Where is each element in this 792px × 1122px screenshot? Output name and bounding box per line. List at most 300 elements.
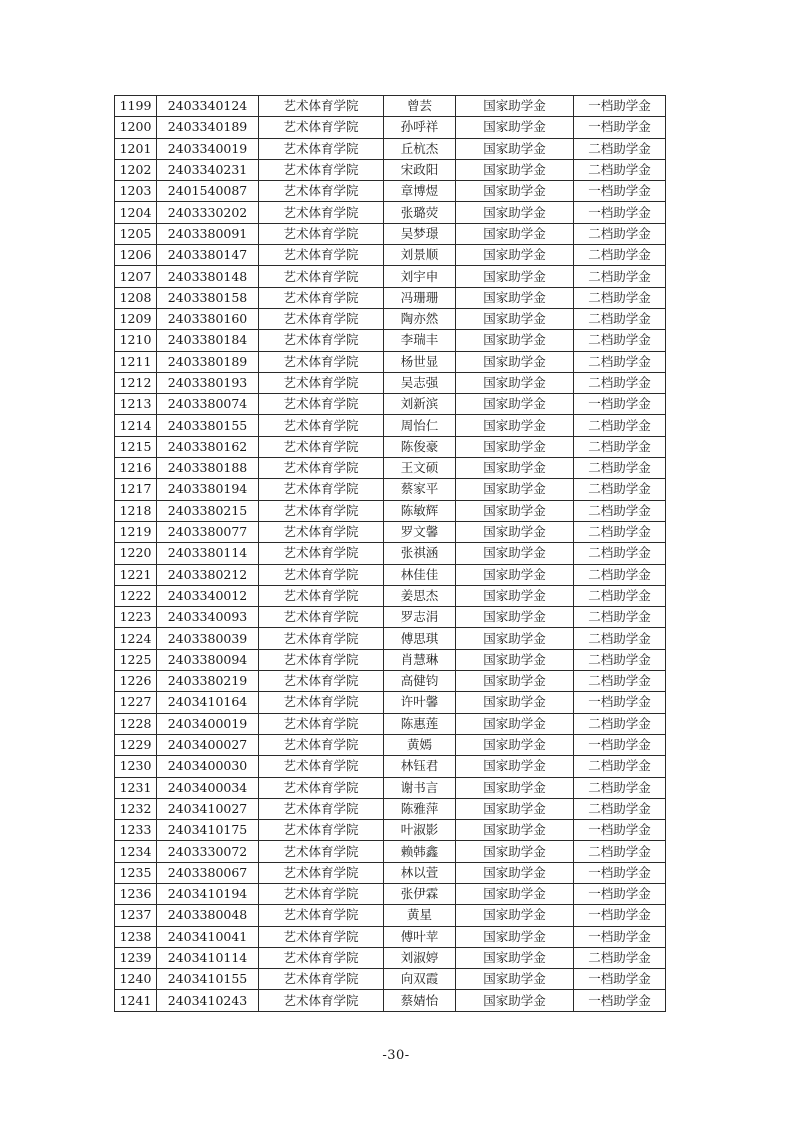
student-name-cell: 陈雅萍 — [384, 798, 456, 819]
student-id-cell: 2403410114 — [157, 947, 259, 968]
row-index-cell: 1228 — [115, 713, 157, 734]
table-row — [115, 436, 666, 457]
table-body — [115, 96, 666, 1012]
student-id-cell: 2403380215 — [157, 500, 259, 521]
student-id-cell: 2403380114 — [157, 543, 259, 564]
grant-level-cell: 二档助学金 — [574, 671, 666, 692]
student-id-cell: 2403340189 — [157, 117, 259, 138]
row-index-cell: 1213 — [115, 394, 157, 415]
student-name-cell: 肖慧琳 — [384, 649, 456, 670]
student-name-cell: 曾芸 — [384, 96, 456, 117]
table-row — [115, 245, 666, 266]
row-index-cell: 1223 — [115, 607, 157, 628]
table-row — [115, 713, 666, 734]
student-name-cell: 蔡家平 — [384, 479, 456, 500]
table-row — [115, 862, 666, 883]
college-name-cell: 艺术体育学院 — [259, 181, 384, 202]
college-name-cell: 艺术体育学院 — [259, 692, 384, 713]
grant-level-cell: 二档助学金 — [574, 436, 666, 457]
student-id-cell: 2403380193 — [157, 372, 259, 393]
college-name-cell: 艺术体育学院 — [259, 372, 384, 393]
college-name-cell: 艺术体育学院 — [259, 947, 384, 968]
grant-level-cell: 一档助学金 — [574, 96, 666, 117]
table-row — [115, 585, 666, 606]
grant-type-cell: 国家助学金 — [456, 969, 574, 990]
grant-level-cell: 二档助学金 — [574, 713, 666, 734]
student-id-cell: 2403380212 — [157, 564, 259, 585]
college-name-cell: 艺术体育学院 — [259, 990, 384, 1011]
student-id-cell: 2403340019 — [157, 138, 259, 159]
table-row — [115, 692, 666, 713]
table-row — [115, 394, 666, 415]
row-index-cell: 1207 — [115, 266, 157, 287]
grant-type-cell: 国家助学金 — [456, 436, 574, 457]
student-id-cell: 2403380188 — [157, 458, 259, 479]
college-name-cell: 艺术体育学院 — [259, 96, 384, 117]
student-name-cell: 林以萱 — [384, 862, 456, 883]
college-name-cell: 艺术体育学院 — [259, 543, 384, 564]
college-name-cell: 艺术体育学院 — [259, 287, 384, 308]
college-name-cell: 艺术体育学院 — [259, 777, 384, 798]
row-index-cell: 1209 — [115, 308, 157, 329]
grant-level-cell: 二档助学金 — [574, 585, 666, 606]
row-index-cell: 1212 — [115, 372, 157, 393]
table-row — [115, 671, 666, 692]
grant-type-cell: 国家助学金 — [456, 777, 574, 798]
student-name-cell: 蔡婧怡 — [384, 990, 456, 1011]
grant-type-cell: 国家助学金 — [456, 245, 574, 266]
row-index-cell: 1239 — [115, 947, 157, 968]
table-row — [115, 202, 666, 223]
student-id-cell: 2403410027 — [157, 798, 259, 819]
row-index-cell: 1226 — [115, 671, 157, 692]
student-id-cell: 2403380091 — [157, 223, 259, 244]
grant-level-cell: 二档助学金 — [574, 521, 666, 542]
grant-level-cell: 二档助学金 — [574, 351, 666, 372]
grant-level-cell: 二档助学金 — [574, 564, 666, 585]
row-index-cell: 1200 — [115, 117, 157, 138]
student-name-cell: 周怡仁 — [384, 415, 456, 436]
student-name-cell: 罗文馨 — [384, 521, 456, 542]
student-id-cell: 2403380094 — [157, 649, 259, 670]
student-id-cell: 2403380219 — [157, 671, 259, 692]
row-index-cell: 1205 — [115, 223, 157, 244]
grant-level-cell: 二档助学金 — [574, 223, 666, 244]
student-name-cell: 张祺涵 — [384, 543, 456, 564]
row-index-cell: 1237 — [115, 905, 157, 926]
page-number: -30- — [382, 1048, 410, 1063]
row-index-cell: 1225 — [115, 649, 157, 670]
grant-type-cell: 国家助学金 — [456, 713, 574, 734]
student-name-cell: 宋政阳 — [384, 159, 456, 180]
grant-type-cell: 国家助学金 — [456, 159, 574, 180]
student-id-cell: 2403340093 — [157, 607, 259, 628]
table-row — [115, 223, 666, 244]
student-name-cell: 傅叶苹 — [384, 926, 456, 947]
student-name-cell: 孙呼祥 — [384, 117, 456, 138]
grant-type-cell: 国家助学金 — [456, 671, 574, 692]
grant-recipient-table — [114, 95, 666, 1012]
student-id-cell: 2403410155 — [157, 969, 259, 990]
student-id-cell: 2403380194 — [157, 479, 259, 500]
grant-type-cell: 国家助学金 — [456, 734, 574, 755]
student-id-cell: 2403380184 — [157, 330, 259, 351]
student-id-cell: 2403400034 — [157, 777, 259, 798]
student-name-cell: 陈敏辉 — [384, 500, 456, 521]
college-name-cell: 艺术体育学院 — [259, 394, 384, 415]
grant-type-cell: 国家助学金 — [456, 628, 574, 649]
row-index-cell: 1201 — [115, 138, 157, 159]
student-name-cell: 高健钧 — [384, 671, 456, 692]
table-row — [115, 734, 666, 755]
student-name-cell: 赖韩鑫 — [384, 841, 456, 862]
student-id-cell: 2403380074 — [157, 394, 259, 415]
row-index-cell: 1224 — [115, 628, 157, 649]
student-id-cell: 2403410175 — [157, 820, 259, 841]
row-index-cell: 1206 — [115, 245, 157, 266]
row-index-cell: 1219 — [115, 521, 157, 542]
college-name-cell: 艺术体育学院 — [259, 266, 384, 287]
student-id-cell: 2403380155 — [157, 415, 259, 436]
college-name-cell: 艺术体育学院 — [259, 564, 384, 585]
student-name-cell: 叶淑影 — [384, 820, 456, 841]
table-row — [115, 117, 666, 138]
student-id-cell: 2403380158 — [157, 287, 259, 308]
student-name-cell: 杨世显 — [384, 351, 456, 372]
student-name-cell: 许叶馨 — [384, 692, 456, 713]
grant-type-cell: 国家助学金 — [456, 990, 574, 1011]
grant-level-cell: 一档助学金 — [574, 969, 666, 990]
row-index-cell: 1199 — [115, 96, 157, 117]
row-index-cell: 1216 — [115, 458, 157, 479]
grant-type-cell: 国家助学金 — [456, 926, 574, 947]
student-id-cell: 2403410164 — [157, 692, 259, 713]
student-id-cell: 2403330202 — [157, 202, 259, 223]
student-name-cell: 林钰君 — [384, 756, 456, 777]
student-name-cell: 李瑞丰 — [384, 330, 456, 351]
student-id-cell: 2403400027 — [157, 734, 259, 755]
college-name-cell: 艺术体育学院 — [259, 649, 384, 670]
grant-type-cell: 国家助学金 — [456, 394, 574, 415]
student-name-cell: 陶亦然 — [384, 308, 456, 329]
college-name-cell: 艺术体育学院 — [259, 841, 384, 862]
row-index-cell: 1210 — [115, 330, 157, 351]
student-name-cell: 黄星 — [384, 905, 456, 926]
student-name-cell: 陈俊豪 — [384, 436, 456, 457]
table-row — [115, 266, 666, 287]
table-row — [115, 308, 666, 329]
grant-level-cell: 二档助学金 — [574, 415, 666, 436]
grant-level-cell: 二档助学金 — [574, 756, 666, 777]
student-name-cell: 张伊霖 — [384, 883, 456, 904]
college-name-cell: 艺术体育学院 — [259, 734, 384, 755]
college-name-cell: 艺术体育学院 — [259, 862, 384, 883]
grant-type-cell: 国家助学金 — [456, 287, 574, 308]
student-id-cell: 2403400019 — [157, 713, 259, 734]
grant-type-cell: 国家助学金 — [456, 585, 574, 606]
row-index-cell: 1229 — [115, 734, 157, 755]
grant-level-cell: 一档助学金 — [574, 883, 666, 904]
row-index-cell: 1222 — [115, 585, 157, 606]
table-row — [115, 96, 666, 117]
student-id-cell: 2403340124 — [157, 96, 259, 117]
grant-level-cell: 一档助学金 — [574, 990, 666, 1011]
grant-type-cell: 国家助学金 — [456, 351, 574, 372]
grant-level-cell: 二档助学金 — [574, 287, 666, 308]
college-name-cell: 艺术体育学院 — [259, 138, 384, 159]
college-name-cell: 艺术体育学院 — [259, 521, 384, 542]
student-name-cell: 章博煜 — [384, 181, 456, 202]
grant-type-cell: 国家助学金 — [456, 543, 574, 564]
row-index-cell: 1241 — [115, 990, 157, 1011]
row-index-cell: 1211 — [115, 351, 157, 372]
student-id-cell: 2403380048 — [157, 905, 259, 926]
grant-type-cell: 国家助学金 — [456, 372, 574, 393]
grant-type-cell: 国家助学金 — [456, 117, 574, 138]
college-name-cell: 艺术体育学院 — [259, 330, 384, 351]
student-name-cell: 黄嫣 — [384, 734, 456, 755]
grant-level-cell: 二档助学金 — [574, 777, 666, 798]
college-name-cell: 艺术体育学院 — [259, 671, 384, 692]
student-name-cell: 冯珊珊 — [384, 287, 456, 308]
grant-type-cell: 国家助学金 — [456, 138, 574, 159]
row-index-cell: 1227 — [115, 692, 157, 713]
grant-type-cell: 国家助学金 — [456, 564, 574, 585]
table-row — [115, 415, 666, 436]
student-id-cell: 2403400030 — [157, 756, 259, 777]
grant-type-cell: 国家助学金 — [456, 223, 574, 244]
grant-type-cell: 国家助学金 — [456, 692, 574, 713]
college-name-cell: 艺术体育学院 — [259, 883, 384, 904]
row-index-cell: 1208 — [115, 287, 157, 308]
grant-type-cell: 国家助学金 — [456, 905, 574, 926]
student-name-cell: 林佳佳 — [384, 564, 456, 585]
student-name-cell: 张璐荧 — [384, 202, 456, 223]
college-name-cell: 艺术体育学院 — [259, 436, 384, 457]
grant-level-cell: 一档助学金 — [574, 905, 666, 926]
college-name-cell: 艺术体育学院 — [259, 756, 384, 777]
row-index-cell: 1233 — [115, 820, 157, 841]
student-id-cell: 2403380160 — [157, 308, 259, 329]
grant-level-cell: 二档助学金 — [574, 841, 666, 862]
table-row — [115, 883, 666, 904]
college-name-cell: 艺术体育学院 — [259, 479, 384, 500]
grant-type-cell: 国家助学金 — [456, 820, 574, 841]
grant-level-cell: 二档助学金 — [574, 266, 666, 287]
student-id-cell: 2403380077 — [157, 521, 259, 542]
college-name-cell: 艺术体育学院 — [259, 713, 384, 734]
row-index-cell: 1202 — [115, 159, 157, 180]
grant-level-cell: 二档助学金 — [574, 308, 666, 329]
table-row — [115, 905, 666, 926]
student-id-cell: 2403380067 — [157, 862, 259, 883]
grant-type-cell: 国家助学金 — [456, 607, 574, 628]
grant-level-cell: 二档助学金 — [574, 500, 666, 521]
row-index-cell: 1240 — [115, 969, 157, 990]
grant-level-cell: 一档助学金 — [574, 820, 666, 841]
table-row — [115, 351, 666, 372]
grant-level-cell: 一档助学金 — [574, 862, 666, 883]
grant-level-cell: 二档助学金 — [574, 138, 666, 159]
grant-type-cell: 国家助学金 — [456, 947, 574, 968]
grant-level-cell: 一档助学金 — [574, 926, 666, 947]
student-name-cell: 刘新滨 — [384, 394, 456, 415]
table-row — [115, 607, 666, 628]
college-name-cell: 艺术体育学院 — [259, 351, 384, 372]
student-id-cell: 2403330072 — [157, 841, 259, 862]
student-name-cell: 谢书言 — [384, 777, 456, 798]
student-name-cell: 丘杭杰 — [384, 138, 456, 159]
row-index-cell: 1230 — [115, 756, 157, 777]
table-row — [115, 628, 666, 649]
college-name-cell: 艺术体育学院 — [259, 223, 384, 244]
student-name-cell: 吴志强 — [384, 372, 456, 393]
college-name-cell: 艺术体育学院 — [259, 159, 384, 180]
college-name-cell: 艺术体育学院 — [259, 820, 384, 841]
student-id-cell: 2403380147 — [157, 245, 259, 266]
table-row — [115, 479, 666, 500]
table-row — [115, 798, 666, 819]
table-row — [115, 372, 666, 393]
table-row — [115, 756, 666, 777]
table-row — [115, 287, 666, 308]
row-index-cell: 1204 — [115, 202, 157, 223]
grant-level-cell: 二档助学金 — [574, 947, 666, 968]
grant-level-cell: 一档助学金 — [574, 202, 666, 223]
student-id-cell: 2403380189 — [157, 351, 259, 372]
row-index-cell: 1234 — [115, 841, 157, 862]
grant-type-cell: 国家助学金 — [456, 521, 574, 542]
grant-level-cell: 二档助学金 — [574, 159, 666, 180]
grant-level-cell: 一档助学金 — [574, 394, 666, 415]
grant-type-cell: 国家助学金 — [456, 500, 574, 521]
student-name-cell: 刘淑婷 — [384, 947, 456, 968]
grant-type-cell: 国家助学金 — [456, 479, 574, 500]
grant-level-cell: 二档助学金 — [574, 649, 666, 670]
row-index-cell: 1238 — [115, 926, 157, 947]
grant-type-cell: 国家助学金 — [456, 458, 574, 479]
student-name-cell: 陈惠莲 — [384, 713, 456, 734]
grant-type-cell: 国家助学金 — [456, 862, 574, 883]
table-row — [115, 777, 666, 798]
table-row — [115, 543, 666, 564]
grant-type-cell: 国家助学金 — [456, 266, 574, 287]
grant-level-cell: 二档助学金 — [574, 543, 666, 564]
grant-level-cell: 二档助学金 — [574, 479, 666, 500]
student-name-cell: 姜思杰 — [384, 585, 456, 606]
row-index-cell: 1231 — [115, 777, 157, 798]
college-name-cell: 艺术体育学院 — [259, 607, 384, 628]
college-name-cell: 艺术体育学院 — [259, 798, 384, 819]
grant-type-cell: 国家助学金 — [456, 181, 574, 202]
grant-type-cell: 国家助学金 — [456, 415, 574, 436]
row-index-cell: 1235 — [115, 862, 157, 883]
table-row — [115, 947, 666, 968]
grant-level-cell: 一档助学金 — [574, 692, 666, 713]
grant-type-cell: 国家助学金 — [456, 330, 574, 351]
grant-level-cell: 一档助学金 — [574, 734, 666, 755]
table-row — [115, 926, 666, 947]
grant-type-cell: 国家助学金 — [456, 798, 574, 819]
grant-level-cell: 二档助学金 — [574, 330, 666, 351]
student-id-cell: 2403340231 — [157, 159, 259, 180]
college-name-cell: 艺术体育学院 — [259, 415, 384, 436]
grant-level-cell: 二档助学金 — [574, 798, 666, 819]
student-id-cell: 2403410243 — [157, 990, 259, 1011]
student-id-cell: 2403380148 — [157, 266, 259, 287]
grant-level-cell: 二档助学金 — [574, 607, 666, 628]
grant-type-cell: 国家助学金 — [456, 96, 574, 117]
student-name-cell: 吴梦璟 — [384, 223, 456, 244]
college-name-cell: 艺术体育学院 — [259, 500, 384, 521]
student-name-cell: 王文硕 — [384, 458, 456, 479]
grant-level-cell: 一档助学金 — [574, 181, 666, 202]
student-id-cell: 2403380162 — [157, 436, 259, 457]
college-name-cell: 艺术体育学院 — [259, 202, 384, 223]
row-index-cell: 1215 — [115, 436, 157, 457]
college-name-cell: 艺术体育学院 — [259, 926, 384, 947]
college-name-cell: 艺术体育学院 — [259, 308, 384, 329]
grant-level-cell: 二档助学金 — [574, 245, 666, 266]
grant-type-cell: 国家助学金 — [456, 649, 574, 670]
college-name-cell: 艺术体育学院 — [259, 628, 384, 649]
table-row — [115, 330, 666, 351]
student-id-cell: 2403410194 — [157, 883, 259, 904]
student-id-cell: 2401540087 — [157, 181, 259, 202]
student-id-cell: 2403340012 — [157, 585, 259, 606]
row-index-cell: 1236 — [115, 883, 157, 904]
grant-type-cell: 国家助学金 — [456, 756, 574, 777]
table-row — [115, 181, 666, 202]
college-name-cell: 艺术体育学院 — [259, 905, 384, 926]
college-name-cell: 艺术体育学院 — [259, 245, 384, 266]
table-row — [115, 564, 666, 585]
student-name-cell: 傅思琪 — [384, 628, 456, 649]
table-row — [115, 820, 666, 841]
student-id-cell: 2403410041 — [157, 926, 259, 947]
college-name-cell: 艺术体育学院 — [259, 117, 384, 138]
table-row — [115, 159, 666, 180]
row-index-cell: 1218 — [115, 500, 157, 521]
college-name-cell: 艺术体育学院 — [259, 585, 384, 606]
grant-level-cell: 二档助学金 — [574, 628, 666, 649]
student-name-cell: 罗志涓 — [384, 607, 456, 628]
row-index-cell: 1214 — [115, 415, 157, 436]
table-row — [115, 841, 666, 862]
student-id-cell: 2403380039 — [157, 628, 259, 649]
table-row — [115, 138, 666, 159]
grant-type-cell: 国家助学金 — [456, 883, 574, 904]
table-row — [115, 521, 666, 542]
student-name-cell: 刘景顺 — [384, 245, 456, 266]
table-row — [115, 990, 666, 1011]
college-name-cell: 艺术体育学院 — [259, 458, 384, 479]
student-name-cell: 刘宇申 — [384, 266, 456, 287]
grant-type-cell: 国家助学金 — [456, 308, 574, 329]
table-row — [115, 969, 666, 990]
row-index-cell: 1220 — [115, 543, 157, 564]
grant-type-cell: 国家助学金 — [456, 841, 574, 862]
grant-level-cell: 一档助学金 — [574, 117, 666, 138]
table-row — [115, 458, 666, 479]
college-name-cell: 艺术体育学院 — [259, 969, 384, 990]
row-index-cell: 1221 — [115, 564, 157, 585]
row-index-cell: 1203 — [115, 181, 157, 202]
table-row — [115, 500, 666, 521]
row-index-cell: 1217 — [115, 479, 157, 500]
row-index-cell: 1232 — [115, 798, 157, 819]
grant-level-cell: 二档助学金 — [574, 372, 666, 393]
